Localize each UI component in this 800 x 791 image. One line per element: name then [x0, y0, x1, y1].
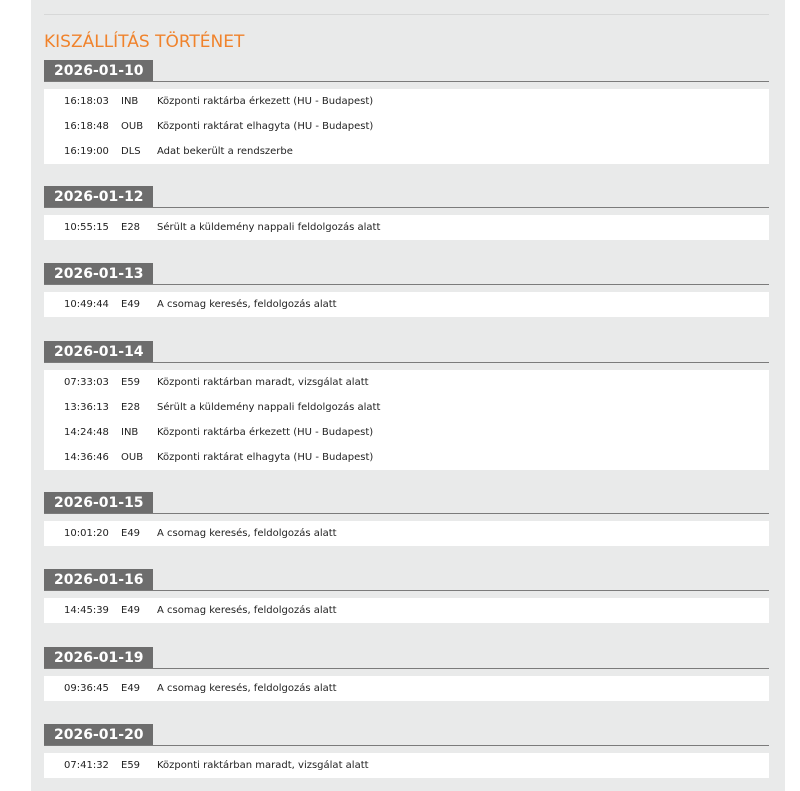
day-group [44, 724, 769, 778]
event-code: DLS [121, 146, 141, 157]
event-row [44, 445, 769, 470]
event-description: Központi raktárban maradt, vizsgálat alatt [157, 377, 369, 388]
day-group [44, 60, 769, 164]
event-time: 07:41:32 [64, 760, 109, 771]
day-group [44, 492, 769, 546]
event-list [44, 370, 769, 470]
event-time: 10:49:44 [64, 299, 109, 310]
event-code: INB [121, 427, 139, 438]
date-label: 2026-01-19 [44, 647, 153, 669]
date-label: 2026-01-16 [44, 569, 153, 591]
event-row [44, 753, 769, 778]
date-label: 2026-01-12 [44, 186, 153, 208]
day-group [44, 569, 769, 623]
date-header [44, 569, 769, 591]
event-code: E49 [121, 299, 141, 310]
event-description: Központi raktárat elhagyta (HU - Budapest) [157, 121, 374, 132]
date-header [44, 186, 769, 208]
event-code: E59 [121, 760, 141, 771]
event-code: OUB [121, 121, 144, 132]
event-description: Központi raktárat elhagyta (HU - Budapest) [157, 452, 374, 463]
event-code: E49 [121, 683, 141, 694]
event-list [44, 676, 769, 701]
event-row [44, 420, 769, 445]
date-label: 2026-01-20 [44, 724, 153, 746]
shipment-history-panel [31, 0, 785, 791]
day-group [44, 263, 769, 317]
event-code: E28 [121, 402, 141, 413]
event-row [44, 598, 769, 623]
event-list [44, 753, 769, 778]
date-header [44, 647, 769, 669]
event-time: 14:36:46 [64, 452, 109, 463]
day-group [44, 186, 769, 240]
date-header [44, 263, 769, 285]
event-code: E49 [121, 605, 141, 616]
date-label: 2026-01-10 [44, 60, 153, 82]
event-row [44, 521, 769, 546]
shipment-history-title: KISZÁLLÍTÁS TÖRTÉNET [44, 32, 245, 52]
event-time: 16:19:00 [64, 146, 109, 157]
event-description: A csomag keresés, feldolgozás alatt [157, 528, 337, 539]
event-code: OUB [121, 452, 144, 463]
event-row [44, 114, 769, 139]
event-description: Központi raktárba érkezett (HU - Budapest) [157, 96, 374, 107]
event-time: 10:55:15 [64, 222, 109, 233]
event-description: A csomag keresés, feldolgozás alatt [157, 605, 337, 616]
event-time: 13:36:13 [64, 402, 109, 413]
event-description: Sérült a küldemény nappali feldolgozás alatt [157, 222, 381, 233]
event-description: Sérült a küldemény nappali feldolgozás alatt [157, 402, 381, 413]
event-code: E28 [121, 222, 141, 233]
event-time: 16:18:03 [64, 96, 109, 107]
event-list [44, 215, 769, 240]
event-time: 07:33:03 [64, 377, 109, 388]
event-row [44, 370, 769, 395]
event-row [44, 215, 769, 240]
event-description: Központi raktárban maradt, vizsgálat alatt [157, 760, 369, 771]
date-label: 2026-01-13 [44, 263, 153, 285]
date-label: 2026-01-15 [44, 492, 153, 514]
event-code: E49 [121, 528, 141, 539]
event-code: E59 [121, 377, 141, 388]
event-row [44, 395, 769, 420]
event-code: INB [121, 96, 139, 107]
event-description: Adat bekerült a rendszerbe [157, 146, 293, 157]
day-group [44, 341, 769, 470]
event-description: A csomag keresés, feldolgozás alatt [157, 683, 337, 694]
event-time: 09:36:45 [64, 683, 109, 694]
event-list [44, 89, 769, 164]
event-description: A csomag keresés, feldolgozás alatt [157, 299, 337, 310]
event-time: 14:45:39 [64, 605, 109, 616]
date-header [44, 60, 769, 82]
event-row [44, 139, 769, 164]
event-list [44, 292, 769, 317]
event-row [44, 676, 769, 701]
day-group [44, 647, 769, 701]
event-list [44, 598, 769, 623]
top-divider [44, 14, 769, 15]
date-header [44, 724, 769, 746]
date-label: 2026-01-14 [44, 341, 153, 363]
event-time: 10:01:20 [64, 528, 109, 539]
event-row [44, 292, 769, 317]
date-header [44, 492, 769, 514]
event-list [44, 521, 769, 546]
event-description: Központi raktárba érkezett (HU - Budapest) [157, 427, 374, 438]
date-header [44, 341, 769, 363]
event-time: 16:18:48 [64, 121, 109, 132]
event-row [44, 89, 769, 114]
event-time: 14:24:48 [64, 427, 109, 438]
